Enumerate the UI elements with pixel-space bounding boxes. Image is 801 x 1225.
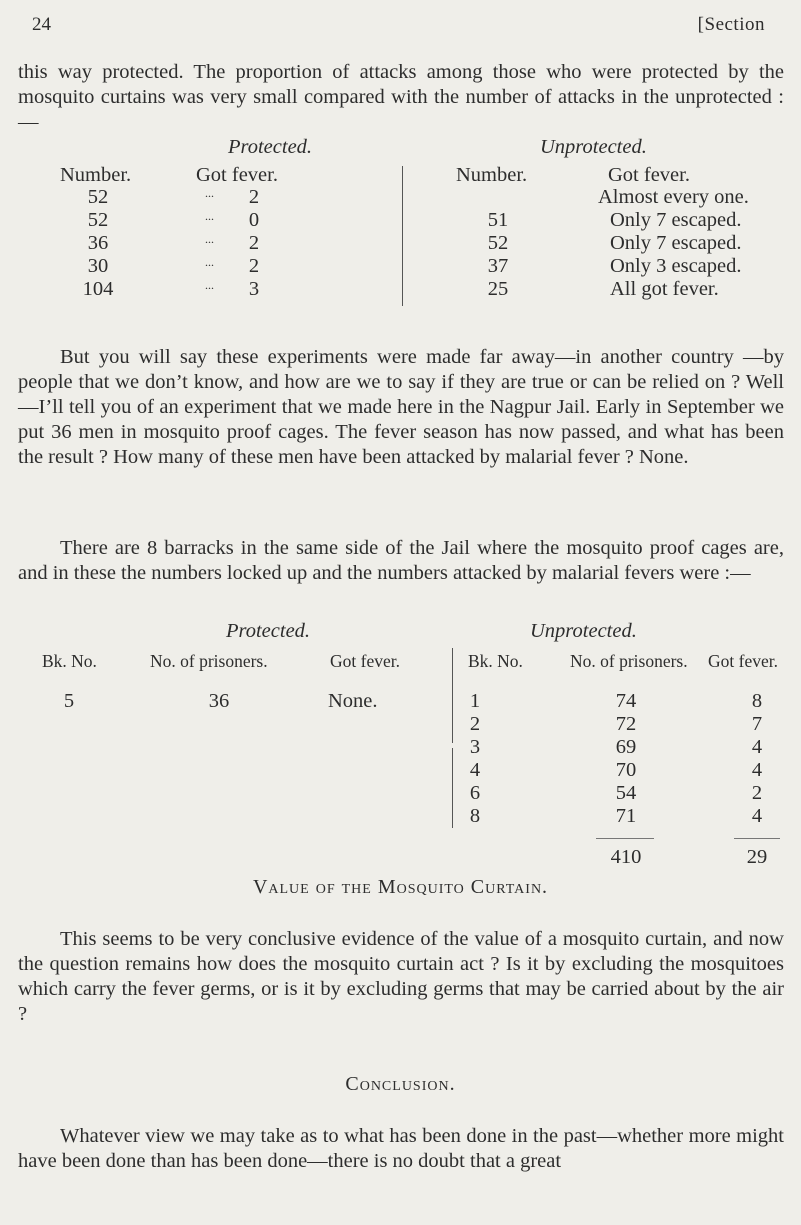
table2-row-bk: 2	[469, 713, 481, 735]
page-number: 24	[32, 14, 51, 35]
table2-divider-top	[452, 648, 453, 743]
table2-divider-bottom	[452, 748, 453, 828]
table1-row-p-fever: 2	[248, 232, 260, 254]
table2-row-bk: 1	[469, 690, 481, 712]
paragraph-evidence: This seems to be very conclusive evidence of the value of a mosquito curtain, and now the question remains how does the mosquito curtain act ? Is it by excluding the mosquitoes which carry the fever germs, or is it by excluding germs that may be carried about by the air ?	[18, 928, 784, 1025]
section-heading-value: Value of the Mosquito Curtain.	[252, 876, 549, 898]
table2-header-prisoners: No. of prisoners.	[150, 651, 268, 671]
table1-row-p-fever: 0	[248, 209, 260, 231]
table2-header-fever: Got fever.	[330, 651, 400, 671]
table1-unprotected-title: Unprotected.	[540, 136, 647, 158]
table2-header-bk: Bk. No.	[42, 651, 97, 671]
table2-unprotected-title: Unprotected.	[530, 620, 637, 642]
table1-row-dots: ...	[205, 232, 214, 246]
paragraph-intro: this way protected. The proportion of attacks among those who were protected by the mosquito curtains was very small compared with the number of attacks in the unprotected :—	[18, 61, 784, 133]
paragraph-barracks: There are 8 barracks in the same side of the Jail where the mosquito proof cages are, and in these the numbers locked up and the numbers attacked by malarial fevers were :—	[18, 537, 784, 584]
table2-sum-rule-prisoners	[596, 838, 654, 839]
table1-header-fever-unprotected: Got fever.	[608, 164, 690, 186]
table2-row-prisoners: 72	[615, 713, 637, 735]
table1-row-u-number: 52	[487, 232, 509, 254]
table1-row-p-number: 36	[87, 232, 109, 254]
table2-row-prisoners: 71	[615, 805, 637, 827]
table1-row-p-number: 52	[87, 209, 109, 231]
table1-row-u-fever: All got fever.	[610, 278, 719, 300]
table1-row-p-fever: 3	[248, 278, 260, 300]
table1-row-u-fever: Only 7 escaped.	[610, 209, 742, 231]
table2-header-bk-unprotected: Bk. No.	[468, 651, 523, 671]
table1-protected-title: Protected.	[228, 136, 313, 158]
running-head: [Section	[697, 14, 765, 35]
table1-row-u-fever: Only 3 escaped.	[610, 255, 742, 277]
table2-header-fever-unprotected: Got fever.	[708, 651, 778, 671]
table2-row-prisoners: 70	[615, 759, 637, 781]
table1-row-u-number: 25	[487, 278, 509, 300]
table2-protected-fever: None.	[328, 690, 378, 712]
table1-row-dots: ...	[205, 186, 214, 200]
table1-row-dots: ...	[205, 209, 214, 223]
table1-row-u-fever: Only 7 escaped.	[610, 232, 742, 254]
table2-row-bk: 8	[469, 805, 481, 827]
table2-row-prisoners: 69	[615, 736, 637, 758]
table2-protected-title: Protected.	[226, 620, 311, 642]
table2-row-fever: 7	[751, 713, 763, 735]
table1-row-u-number: 51	[487, 209, 509, 231]
table1-row-dots: ...	[205, 278, 214, 292]
section-heading-conclusion: Conclusion.	[345, 1073, 456, 1095]
table2-row-fever: 4	[751, 805, 763, 827]
table2-row-fever: 2	[751, 782, 763, 804]
table2-row-prisoners: 74	[615, 690, 637, 712]
table1-row-u-fever: Almost every one.	[598, 186, 749, 208]
table2-sum-rule-fever	[734, 838, 780, 839]
table2-protected-bk: 5	[63, 690, 75, 712]
table2-row-fever: 4	[751, 736, 763, 758]
table1-header-fever: Got fever.	[196, 164, 278, 186]
table1-row-p-number: 104	[82, 278, 114, 300]
table1-row-p-fever: 2	[248, 255, 260, 277]
table1-row-p-number: 30	[87, 255, 109, 277]
table1-row-dots: ...	[205, 255, 214, 269]
table1-divider	[402, 166, 403, 306]
table1-row-p-fever: 2	[248, 186, 260, 208]
table2-total-fever: 29	[746, 846, 768, 868]
table2-total-prisoners: 410	[610, 846, 642, 868]
table1-header-number-unprotected: Number.	[456, 164, 528, 186]
paragraph-conclusion: Whatever view we may take as to what has been done in the past—whether more might have been done than has been done—there is no doubt that a great	[18, 1125, 784, 1172]
table2-row-bk: 4	[469, 759, 481, 781]
table2-header-prisoners-unprotected: No. of prisoners.	[570, 651, 688, 671]
table2-row-bk: 6	[469, 782, 481, 804]
table2-row-fever: 4	[751, 759, 763, 781]
table2-row-prisoners: 54	[615, 782, 637, 804]
table1-header-number: Number.	[60, 164, 132, 186]
table1-row-p-number: 52	[87, 186, 109, 208]
table2-row-fever: 8	[751, 690, 763, 712]
table2-protected-prisoners: 36	[208, 690, 230, 712]
table2-row-bk: 3	[469, 736, 481, 758]
table1-row-u-number: 37	[487, 255, 509, 277]
paragraph-nagpur-experiment: But you will say these experiments were made far away—in another country —by people that we don’t know, and how are we to say if they are true or can be relied on ? Well—I’ll tell you of an experiment that we made here in the Nagpur Jail. Early in September we put 36 men in mosquito proof cages. The fever season has now passed, and what has been the result ? How many of these men have been attacked by malarial fever ? None.	[18, 346, 784, 468]
